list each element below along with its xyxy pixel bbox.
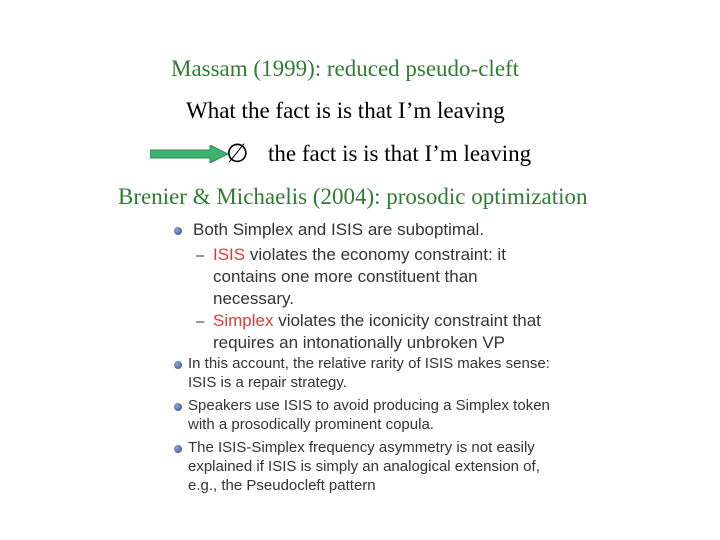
sub-bullet-item [213,310,541,354]
bullet-item [188,396,550,434]
bullet-text: The ISIS-Simplex frequency asymmetry is not easily [188,439,535,456]
sub-bullet-text: contains one more constituent than [213,267,478,286]
bullet-text: e.g., the Pseudocleft pattern [188,477,376,494]
sub-bullet-text: violates the iconicity constraint that [273,311,541,330]
bullet-text: explained if ISIS is simply an analogical extension of, [188,458,540,475]
bullet-dot [174,445,182,453]
example-sentence: What the fact is is that I’m leaving [186,98,505,123]
sub-bullet-item [213,244,506,310]
sub-bullet-text: necessary. [213,289,294,308]
bullet-text: In this account, the relative rarity of ISIS makes sense: [188,355,550,372]
bullet-dot [174,227,182,235]
sub-bullet-dash: – [196,247,205,264]
bullet-text: with a prosodically prominent copula. [188,416,434,433]
sub-bullet-text: violates the economy constraint: it [245,245,506,264]
bullet-dot [174,403,182,411]
sub-bullet-dash: – [196,313,205,330]
massam-heading: Massam (1999): reduced pseudo-cleft [171,56,520,81]
bullet-dot [174,361,182,369]
brenier-heading: Brenier & Michaelis (2004): prosodic optimization [118,184,588,209]
bullet-item [188,354,550,392]
right-arrow-icon [150,145,230,163]
bullet-text: ISIS is a repair strategy. [188,374,347,391]
term-simplex: Simplex [213,311,274,330]
empty-set-symbol: ∅ [226,139,249,168]
bullet-item [188,438,540,495]
reduced-sentence: the fact is is that I’m leaving [268,141,532,166]
bullet-item: Both Simplex and ISIS are suboptimal. [193,220,485,239]
term-isis: ISIS [213,245,246,264]
sub-bullet-text: requires an intonationally unbroken VP [213,333,506,352]
bullet-text: Speakers use ISIS to avoid producing a Simplex token [188,397,550,414]
